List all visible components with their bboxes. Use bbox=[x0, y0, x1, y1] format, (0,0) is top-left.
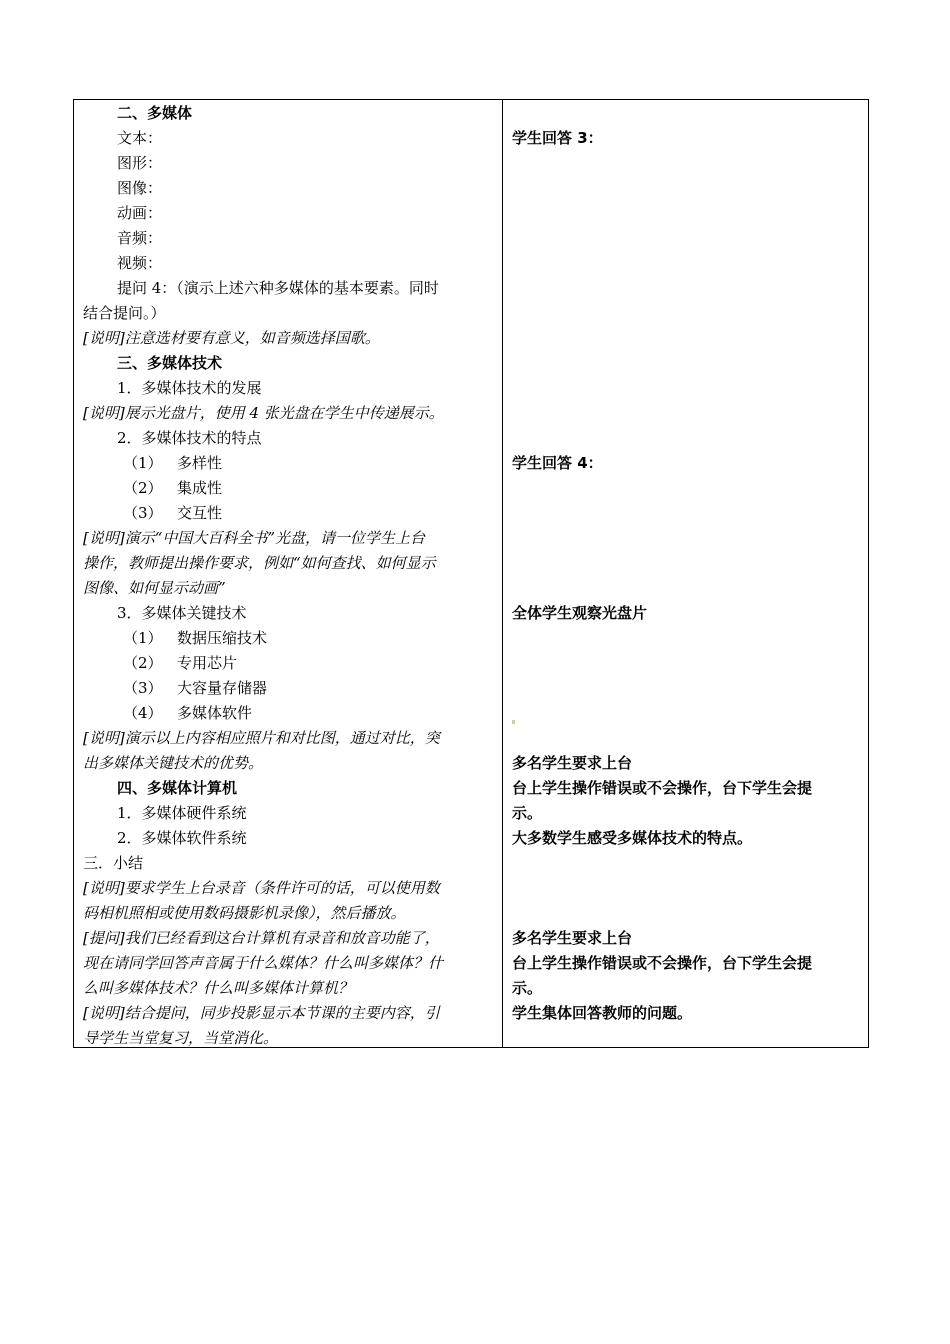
student-response: 示。 bbox=[512, 804, 543, 822]
list-item: 文本： bbox=[117, 129, 163, 147]
section-heading-multimedia-computer: 四、多媒体计算机 bbox=[117, 779, 238, 797]
student-response: 学生回答 4： bbox=[512, 454, 603, 472]
teacher-question: 现在请同学回答声音属于什么媒体？什么叫多媒体？什 bbox=[83, 954, 444, 972]
list-text: 多媒体软件 bbox=[177, 704, 253, 722]
list-item: 音频： bbox=[117, 229, 163, 247]
teacher-note: [说明]要求学生上台录音（条件许可的话，可以使用数 bbox=[83, 879, 440, 897]
list-item: 图形： bbox=[117, 154, 163, 172]
list-number: （1） bbox=[123, 454, 163, 472]
teacher-note: 导学生当堂复习，当堂消化。 bbox=[83, 1029, 279, 1047]
subsection-title: 3．多媒体关键技术 bbox=[117, 604, 247, 622]
list-text: 集成性 bbox=[177, 479, 223, 497]
list-item: 图像： bbox=[117, 179, 163, 197]
summary-heading: 三．小结 bbox=[83, 854, 144, 872]
teacher-note: 操作，教师提出操作要求，例如“如何查找、如何显示 bbox=[83, 554, 436, 572]
list-text: 多样性 bbox=[177, 454, 223, 472]
student-response: 大多数学生感受多媒体技术的特点。 bbox=[512, 829, 753, 847]
subsection-title: 2．多媒体技术的特点 bbox=[117, 429, 262, 447]
teacher-note: 码相机照相或使用数码摄影机录像），然后播放。 bbox=[83, 904, 406, 922]
list-number: （4） bbox=[123, 704, 163, 722]
list-number: （3） bbox=[123, 504, 163, 522]
teacher-note: [说明]演示以上内容相应照片和对比图，通过对比，突 bbox=[83, 729, 440, 747]
student-response: 学生回答 3： bbox=[512, 129, 603, 147]
subsection-title: 2．多媒体软件系统 bbox=[117, 829, 247, 847]
teacher-note: [说明]结合提问，同步投影显示本节课的主要内容，引 bbox=[83, 1004, 440, 1022]
teacher-note: [说明]展示光盘片，使用 4 张光盘在学生中传递展示。 bbox=[83, 404, 444, 422]
teacher-note: [说明]注意选材要有意义，如音频选择国歌。 bbox=[83, 329, 380, 347]
list-item bbox=[123, 453, 222, 473]
stray-mark bbox=[512, 720, 515, 724]
list-text: 数据压缩技术 bbox=[177, 629, 268, 647]
teacher-question: 么叫多媒体技术？什么叫多媒体计算机？ bbox=[83, 979, 354, 997]
list-item bbox=[123, 653, 237, 673]
list-item bbox=[123, 628, 267, 648]
subsection-title: 1．多媒体技术的发展 bbox=[117, 379, 262, 397]
teacher-note: 出多媒体关键技术的优势。 bbox=[83, 754, 264, 772]
question-4-line: 结合提问。） bbox=[83, 304, 166, 322]
student-response: 示。 bbox=[512, 979, 543, 997]
student-response: 多名学生要求上台 bbox=[512, 754, 633, 772]
list-text: 大容量存储器 bbox=[177, 679, 268, 697]
student-response: 台上学生操作错误或不会操作，台下学生会提 bbox=[512, 779, 813, 797]
teacher-question: [提问]我们已经看到这台计算机有录音和放音功能了， bbox=[83, 929, 440, 947]
lesson-plan-table bbox=[73, 99, 869, 1048]
list-item bbox=[123, 703, 252, 723]
section-heading-multimedia-tech: 三、多媒体技术 bbox=[117, 354, 223, 372]
list-number: （2） bbox=[123, 654, 163, 672]
column-divider bbox=[502, 100, 503, 1047]
list-item bbox=[123, 503, 222, 523]
subsection-title: 1．多媒体硬件系统 bbox=[117, 804, 247, 822]
list-text: 专用芯片 bbox=[177, 654, 238, 672]
list-item: 视频： bbox=[117, 254, 163, 272]
section-heading-multimedia: 二、多媒体 bbox=[117, 104, 193, 122]
student-response: 台上学生操作错误或不会操作，台下学生会提 bbox=[512, 954, 813, 972]
student-response: 全体学生观察光盘片 bbox=[512, 604, 648, 622]
list-item bbox=[123, 678, 267, 698]
list-number: （3） bbox=[123, 679, 163, 697]
list-item: 动画： bbox=[117, 204, 163, 222]
question-4-line: 提问 4：（演示上述六种多媒体的基本要素。同时 bbox=[117, 279, 439, 297]
teacher-note: [说明]演示“中国大百科全书”光盘，请一位学生上台 bbox=[83, 529, 426, 547]
list-item bbox=[123, 478, 222, 498]
student-response: 多名学生要求上台 bbox=[512, 929, 633, 947]
student-response: 学生集体回答教师的问题。 bbox=[512, 1004, 693, 1022]
list-number: （2） bbox=[123, 479, 163, 497]
teacher-note: 图像、如何显示动画” bbox=[83, 579, 226, 597]
list-text: 交互性 bbox=[177, 504, 223, 522]
list-number: （1） bbox=[123, 629, 163, 647]
